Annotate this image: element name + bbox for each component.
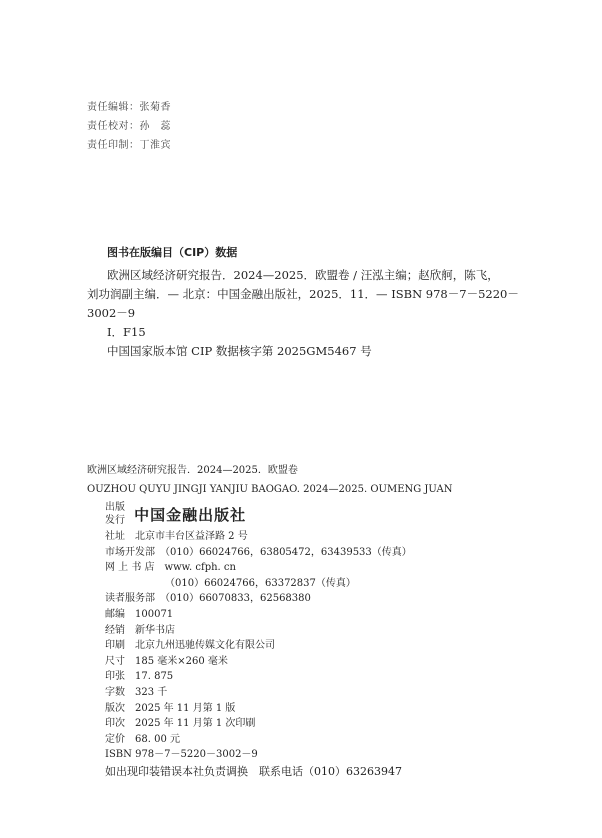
publisher-label: 出版 <box>105 502 125 513</box>
colophon-row-label: 网 上 书 店 <box>105 562 155 574</box>
colophon-row-value: （010）66024766，63372837（传真） <box>165 577 356 589</box>
colophon-row-value: （010）66024766，63805472，63439533（传真） <box>165 546 412 558</box>
credit-label: 责任编辑： <box>87 102 140 113</box>
colophon-row-label: 社址 <box>105 531 125 542</box>
colophon-pinyin: OUZHOU QUYU JINGJI YANJIU BAOGAO. 2024—2025. OUMENG JUAN <box>87 484 453 495</box>
colophon-title: 欧洲区域经济研究报告．2024—2025．欧盟卷 <box>87 465 298 476</box>
colophon-row-value: www. cfph. cn <box>164 562 236 574</box>
cip-section <box>87 244 519 361</box>
colophon-row <box>105 607 527 623</box>
credit-value: 张菊香 <box>139 102 171 113</box>
colophon-row-label: 邮编 <box>105 608 125 620</box>
colophon-row <box>105 591 527 607</box>
colophon-row-value: 100071 <box>135 608 174 620</box>
colophon-row-label: 尺寸 <box>105 655 125 667</box>
colophon-row <box>105 545 527 561</box>
colophon-row <box>105 654 527 670</box>
colophon-row-value: 68. 00 元 <box>135 733 180 745</box>
cip-line: 刘功润副主编．— 北京：中国金融出版社，2025．11．— ISBN 978－7－5220－ <box>87 287 519 301</box>
cip-body <box>87 266 519 361</box>
colophon-row-value: 新华书店 <box>135 624 175 636</box>
editor-credit-row <box>87 117 171 136</box>
colophon-row-value: 17. 875 <box>135 671 174 683</box>
colophon-row-value: 北京市丰台区益泽路 2 号 <box>135 531 248 542</box>
colophon-row-label: 读者服务部 <box>105 593 155 605</box>
colophon <box>87 461 527 781</box>
publisher-label: 发行 <box>105 515 125 526</box>
credit-value: 丁淮宾 <box>139 140 171 151</box>
credit-label: 责任印制： <box>87 140 140 151</box>
cip-line: 3002－9 <box>87 306 136 320</box>
publisher-row <box>105 501 527 527</box>
colophon-row <box>105 669 527 685</box>
cip-heading: 图书在版编目（CIP）数据 <box>107 246 238 259</box>
colophon-row-label: 市场开发部 <box>105 546 155 558</box>
credit-label: 责任校对： <box>87 121 140 132</box>
credit-value: 孙 蕊 <box>139 121 171 132</box>
colophon-notice: 如出现印装错误本社负责调换 联系电话（010）63263947 <box>105 764 402 778</box>
colophon-row <box>105 623 527 639</box>
colophon-row-label: 字数 <box>105 686 125 698</box>
colophon-row <box>105 716 527 732</box>
colophon-row-value: 323 千 <box>135 686 168 698</box>
colophon-row <box>105 685 527 701</box>
colophon-row-label: 印次 <box>105 718 125 730</box>
colophon-details <box>105 529 527 763</box>
colophon-row-label: 版次 <box>105 702 125 714</box>
colophon-row-value: 185 毫米×260 毫米 <box>135 655 228 667</box>
colophon-row <box>105 576 527 592</box>
colophon-row-label: 定价 <box>105 733 125 745</box>
colophon-row <box>105 560 527 576</box>
editor-credit-row <box>87 136 171 155</box>
colophon-row-label: 印张 <box>105 671 125 683</box>
colophon-row <box>105 638 527 654</box>
colophon-row-label: 经销 <box>105 624 125 636</box>
colophon-row-value: 2025 年 11 月第 1 版 <box>135 702 236 714</box>
cip-line: 欧洲区域经济研究报告．2024—2025．欧盟卷 / 汪泓主编；赵欣舸，陈飞， <box>107 268 499 282</box>
colophon-isbn: ISBN 978－7－5220－3002－9 <box>105 749 258 761</box>
colophon-row-value: （010）66070833，62568380 <box>165 593 311 605</box>
publisher-labels <box>105 501 125 527</box>
colophon-row-label: 印刷 <box>105 640 125 652</box>
publisher-logo: 中国金融出版社 <box>134 505 247 524</box>
colophon-row <box>105 529 527 545</box>
colophon-row-value: 2025 年 11 月第 1 次印刷 <box>135 718 256 730</box>
cip-line: Ⅰ．F15 <box>107 325 146 339</box>
colophon-row-value: 北京九州迅驰传媒文化有限公司 <box>135 640 275 652</box>
editor-credit-row <box>87 98 171 117</box>
editor-credits <box>87 98 171 155</box>
colophon-row <box>105 732 527 748</box>
cip-line: 中国国家版本馆 CIP 数据核字第 2025GM5467 号 <box>107 344 372 358</box>
colophon-row <box>105 701 527 717</box>
